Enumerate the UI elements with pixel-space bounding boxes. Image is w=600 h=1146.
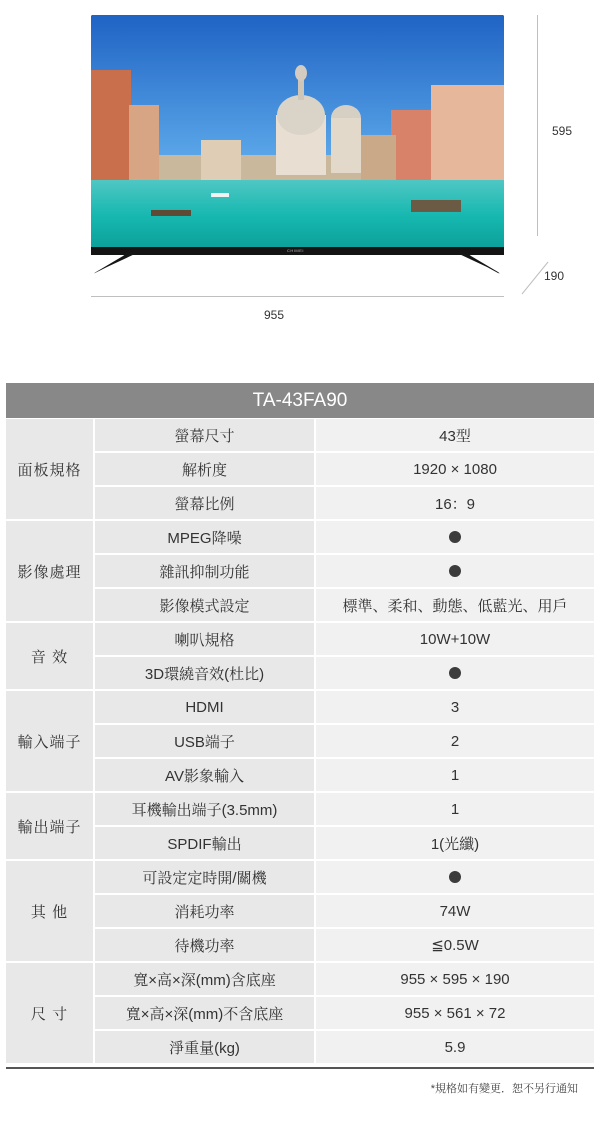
spec-value: 955 × 561 × 72 — [316, 997, 594, 1029]
spec-value — [316, 861, 594, 893]
spec-value: 標準、柔和、動態、低藍光、用戶 — [316, 589, 594, 621]
spec-row — [95, 623, 594, 655]
spec-group — [6, 963, 594, 1063]
spec-label: 解析度 — [95, 453, 314, 485]
spec-label: 待機功率 — [95, 929, 314, 961]
width-dimension-line — [91, 296, 504, 297]
spec-group-rows — [95, 521, 594, 621]
spec-row — [95, 691, 594, 723]
width-dimension-label: 955 — [264, 308, 285, 322]
spec-value: 955 × 595 × 190 — [316, 963, 594, 995]
spec-row — [95, 895, 594, 927]
spec-value: 10W+10W — [316, 623, 594, 655]
spec-category: 尺 寸 — [6, 963, 93, 1063]
spec-label: 寬×高×深(mm)含底座 — [95, 963, 314, 995]
spec-value: ≦0.5W — [316, 929, 594, 961]
spec-group — [6, 521, 594, 621]
supported-dot-icon — [449, 531, 461, 543]
spec-row — [95, 589, 594, 621]
spec-row — [95, 827, 594, 859]
spec-category: 其 他 — [6, 861, 93, 961]
spec-row — [95, 487, 594, 519]
spec-row — [95, 759, 594, 791]
spec-row — [95, 521, 594, 553]
spec-label: 淨重量(kg) — [95, 1031, 314, 1063]
spec-value: 74W — [316, 895, 594, 927]
supported-dot-icon — [449, 565, 461, 577]
spec-label: MPEG降噪 — [95, 521, 314, 553]
spec-value: 3 — [316, 691, 594, 723]
tv-logo: CHIMEI — [287, 248, 304, 253]
spec-value: 43型 — [316, 419, 594, 451]
spec-group-rows — [95, 963, 594, 1063]
spec-row — [95, 1031, 594, 1063]
spec-label: 影像模式設定 — [95, 589, 314, 621]
spec-row — [95, 657, 594, 689]
spec-row — [95, 793, 594, 825]
spec-group — [6, 793, 594, 859]
spec-row — [95, 419, 594, 451]
tv-right-foot — [451, 253, 501, 275]
spec-label: HDMI — [95, 691, 314, 723]
footnote: *規格如有變更．恕不另行通知 — [430, 1083, 578, 1095]
spec-value: 1 — [316, 793, 594, 825]
spec-label: USB端子 — [95, 725, 314, 757]
depth-dimension-label: 190 — [544, 269, 565, 283]
spec-value: 1(光纖) — [316, 827, 594, 859]
spec-row — [95, 725, 594, 757]
spec-category: 音 效 — [6, 623, 93, 689]
spec-label: 雜訊抑制功能 — [95, 555, 314, 587]
spec-row — [95, 997, 594, 1029]
tv-screen-image — [91, 15, 504, 251]
spec-row — [95, 555, 594, 587]
spec-value: 5.9 — [316, 1031, 594, 1063]
spec-value: 16：9 — [316, 487, 594, 519]
spec-label: 螢幕尺寸 — [95, 419, 314, 451]
spec-group — [6, 419, 594, 519]
spec-group-rows — [95, 861, 594, 961]
spec-label: 耳機輸出端子(3.5mm) — [95, 793, 314, 825]
spec-group — [6, 861, 594, 961]
spec-category: 輸出端子 — [6, 793, 93, 859]
table-bottom-rule — [6, 1067, 594, 1069]
spec-group-rows — [95, 793, 594, 859]
spec-value — [316, 521, 594, 553]
spec-table — [6, 419, 594, 1065]
tv-illustration — [91, 15, 504, 255]
spec-group — [6, 623, 594, 689]
spec-group-rows — [95, 623, 594, 689]
spec-row — [95, 861, 594, 893]
tv-left-foot — [93, 253, 143, 275]
spec-category: 輸入端子 — [6, 691, 93, 791]
spec-group-rows — [95, 691, 594, 791]
spec-category: 影像處理 — [6, 521, 93, 621]
spec-group — [6, 691, 594, 791]
spec-row — [95, 929, 594, 961]
spec-value: 1920 × 1080 — [316, 453, 594, 485]
spec-value: 2 — [316, 725, 594, 757]
height-dimension-label: 595 — [552, 124, 573, 138]
spec-value — [316, 657, 594, 689]
spec-label: 螢幕比例 — [95, 487, 314, 519]
spec-label: 消耗功率 — [95, 895, 314, 927]
spec-value — [316, 555, 594, 587]
spec-label: AV影象輸入 — [95, 759, 314, 791]
spec-label: 可設定定時開/關機 — [95, 861, 314, 893]
height-dimension-line — [537, 15, 538, 236]
model-title: TA-43FA90 — [6, 383, 594, 418]
spec-row — [95, 453, 594, 485]
spec-label: 寬×高×深(mm)不含底座 — [95, 997, 314, 1029]
supported-dot-icon — [449, 667, 461, 679]
spec-label: SPDIF輸出 — [95, 827, 314, 859]
spec-label: 3D環繞音效(杜比) — [95, 657, 314, 689]
supported-dot-icon — [449, 871, 461, 883]
spec-category: 面板規格 — [6, 419, 93, 519]
spec-group-rows — [95, 419, 594, 519]
spec-row — [95, 963, 594, 995]
spec-label: 喇叭規格 — [95, 623, 314, 655]
spec-value: 1 — [316, 759, 594, 791]
